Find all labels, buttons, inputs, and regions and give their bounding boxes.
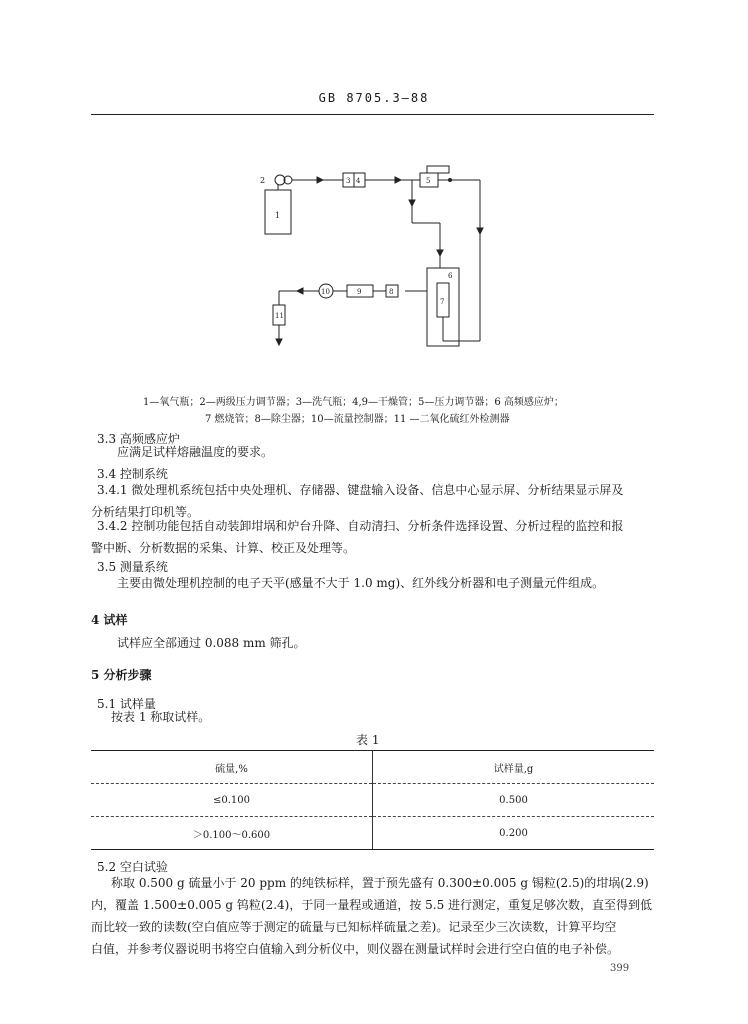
section-4-title: 4 试样 [91,613,128,627]
table-1 [91,750,654,850]
section-5-title: 5 分析步骤 [91,668,152,682]
table-1-title: 表 1 [356,733,380,747]
section-3-4-2-line2: 警中断、分析数据的采集、计算、校正及处理等。 [91,541,356,555]
standard-header: GB 8705.3—88 [318,91,430,105]
label-5: 5 [426,177,431,185]
label-11: 11 [275,312,284,320]
header-rule [91,114,654,115]
page-number: 399 [610,963,630,974]
section-3-5-title: 3.5 测量系统 [97,560,168,574]
section-5-2-line2: 内，覆盖 1.500±0.005 g 钨粒(2.4)，于同一量程或通道，按 5.5 进行测定，重复足够次数，直至得到低 [91,898,653,912]
table-header-row [91,751,654,784]
table-header-sample-mass: 试样量,g [373,751,655,784]
section-4-body: 试样应全部通过 0.088 mm 筛孔。 [117,636,306,650]
section-5-1-title: 5.1 试样量 [97,697,156,711]
table-row [91,817,654,850]
label-6: 6 [448,272,453,280]
section-3-3-body: 应满足试样熔融温度的要求。 [117,445,274,459]
section-3-4-1-line2: 分析结果打印机等。 [91,505,200,519]
section-5-1-body: 按表 1 称取试样。 [111,710,211,724]
label-7: 7 [440,298,445,306]
label-1: 1 [275,211,281,220]
label-9: 9 [357,288,362,296]
section-5-2-line3: 而比较一致的读数(空白值应等于测定的硫量与已知标样硫量之差)。记录至少三次读数，计算平均空 [91,920,617,934]
table-row [91,784,654,817]
label-2: 2 [260,176,266,185]
table-cell: ≤0.100 [91,784,373,817]
label-8: 8 [389,288,394,296]
section-3-5-body: 主要由微处理机控制的电子天平(感量不大于 1.0 mg)、红外线分析器和电子测量元件组成。 [117,576,605,590]
figure-caption-line1: 1—氧气瓶；2—两级压力调节器；3—洗气瓶；4,9—干燥管；5—压力调节器；6 高频感应炉； [143,397,564,408]
label-10: 10 [321,288,330,296]
table-cell: ＞0.100～0.600 [91,817,373,850]
figure-caption-line2: 7 燃烧管；8—除尘器；10—流量控制器；11 —二氧化硫红外检测器 [205,414,510,425]
table-header-sulfur: 硫量,% [91,751,373,784]
label-3: 3 [346,177,351,185]
section-5-2-title: 5.2 空白试验 [97,860,168,874]
section-3-4-1-line1: 3.4.1 微处理机系统包括中央处理机、存储器、键盘输入设备、信息中心显示屏、分析结果显示屏及 [97,483,624,497]
label-4: 4 [356,177,361,185]
section-5-2-line4: 白值，并参考仪器说明书将空白值输入到分析仪中，则仪器在测量试样时会进行空白值的电子补偿。 [91,942,620,956]
table-cell: 0.200 [373,817,655,850]
apparatus-diagram [255,158,495,358]
section-3-4-title: 3.4 控制系统 [97,467,168,481]
table-cell: 0.500 [373,784,655,817]
section-3-4-2-line1: 3.4.2 控制功能包括自动装卸坩埚和炉台升降、自动清扫、分析条件选择设置、分析过程的监控和报 [97,519,624,533]
section-5-2-line1: 称取 0.500 g 硫量小于 20 ppm 的纯铁标样，置于预先盛有 0.300±0.005 g 锡粒(2.5)的坩埚(2.9) [111,876,649,890]
section-3-3-title: 3.3 高频感应炉 [97,432,180,446]
